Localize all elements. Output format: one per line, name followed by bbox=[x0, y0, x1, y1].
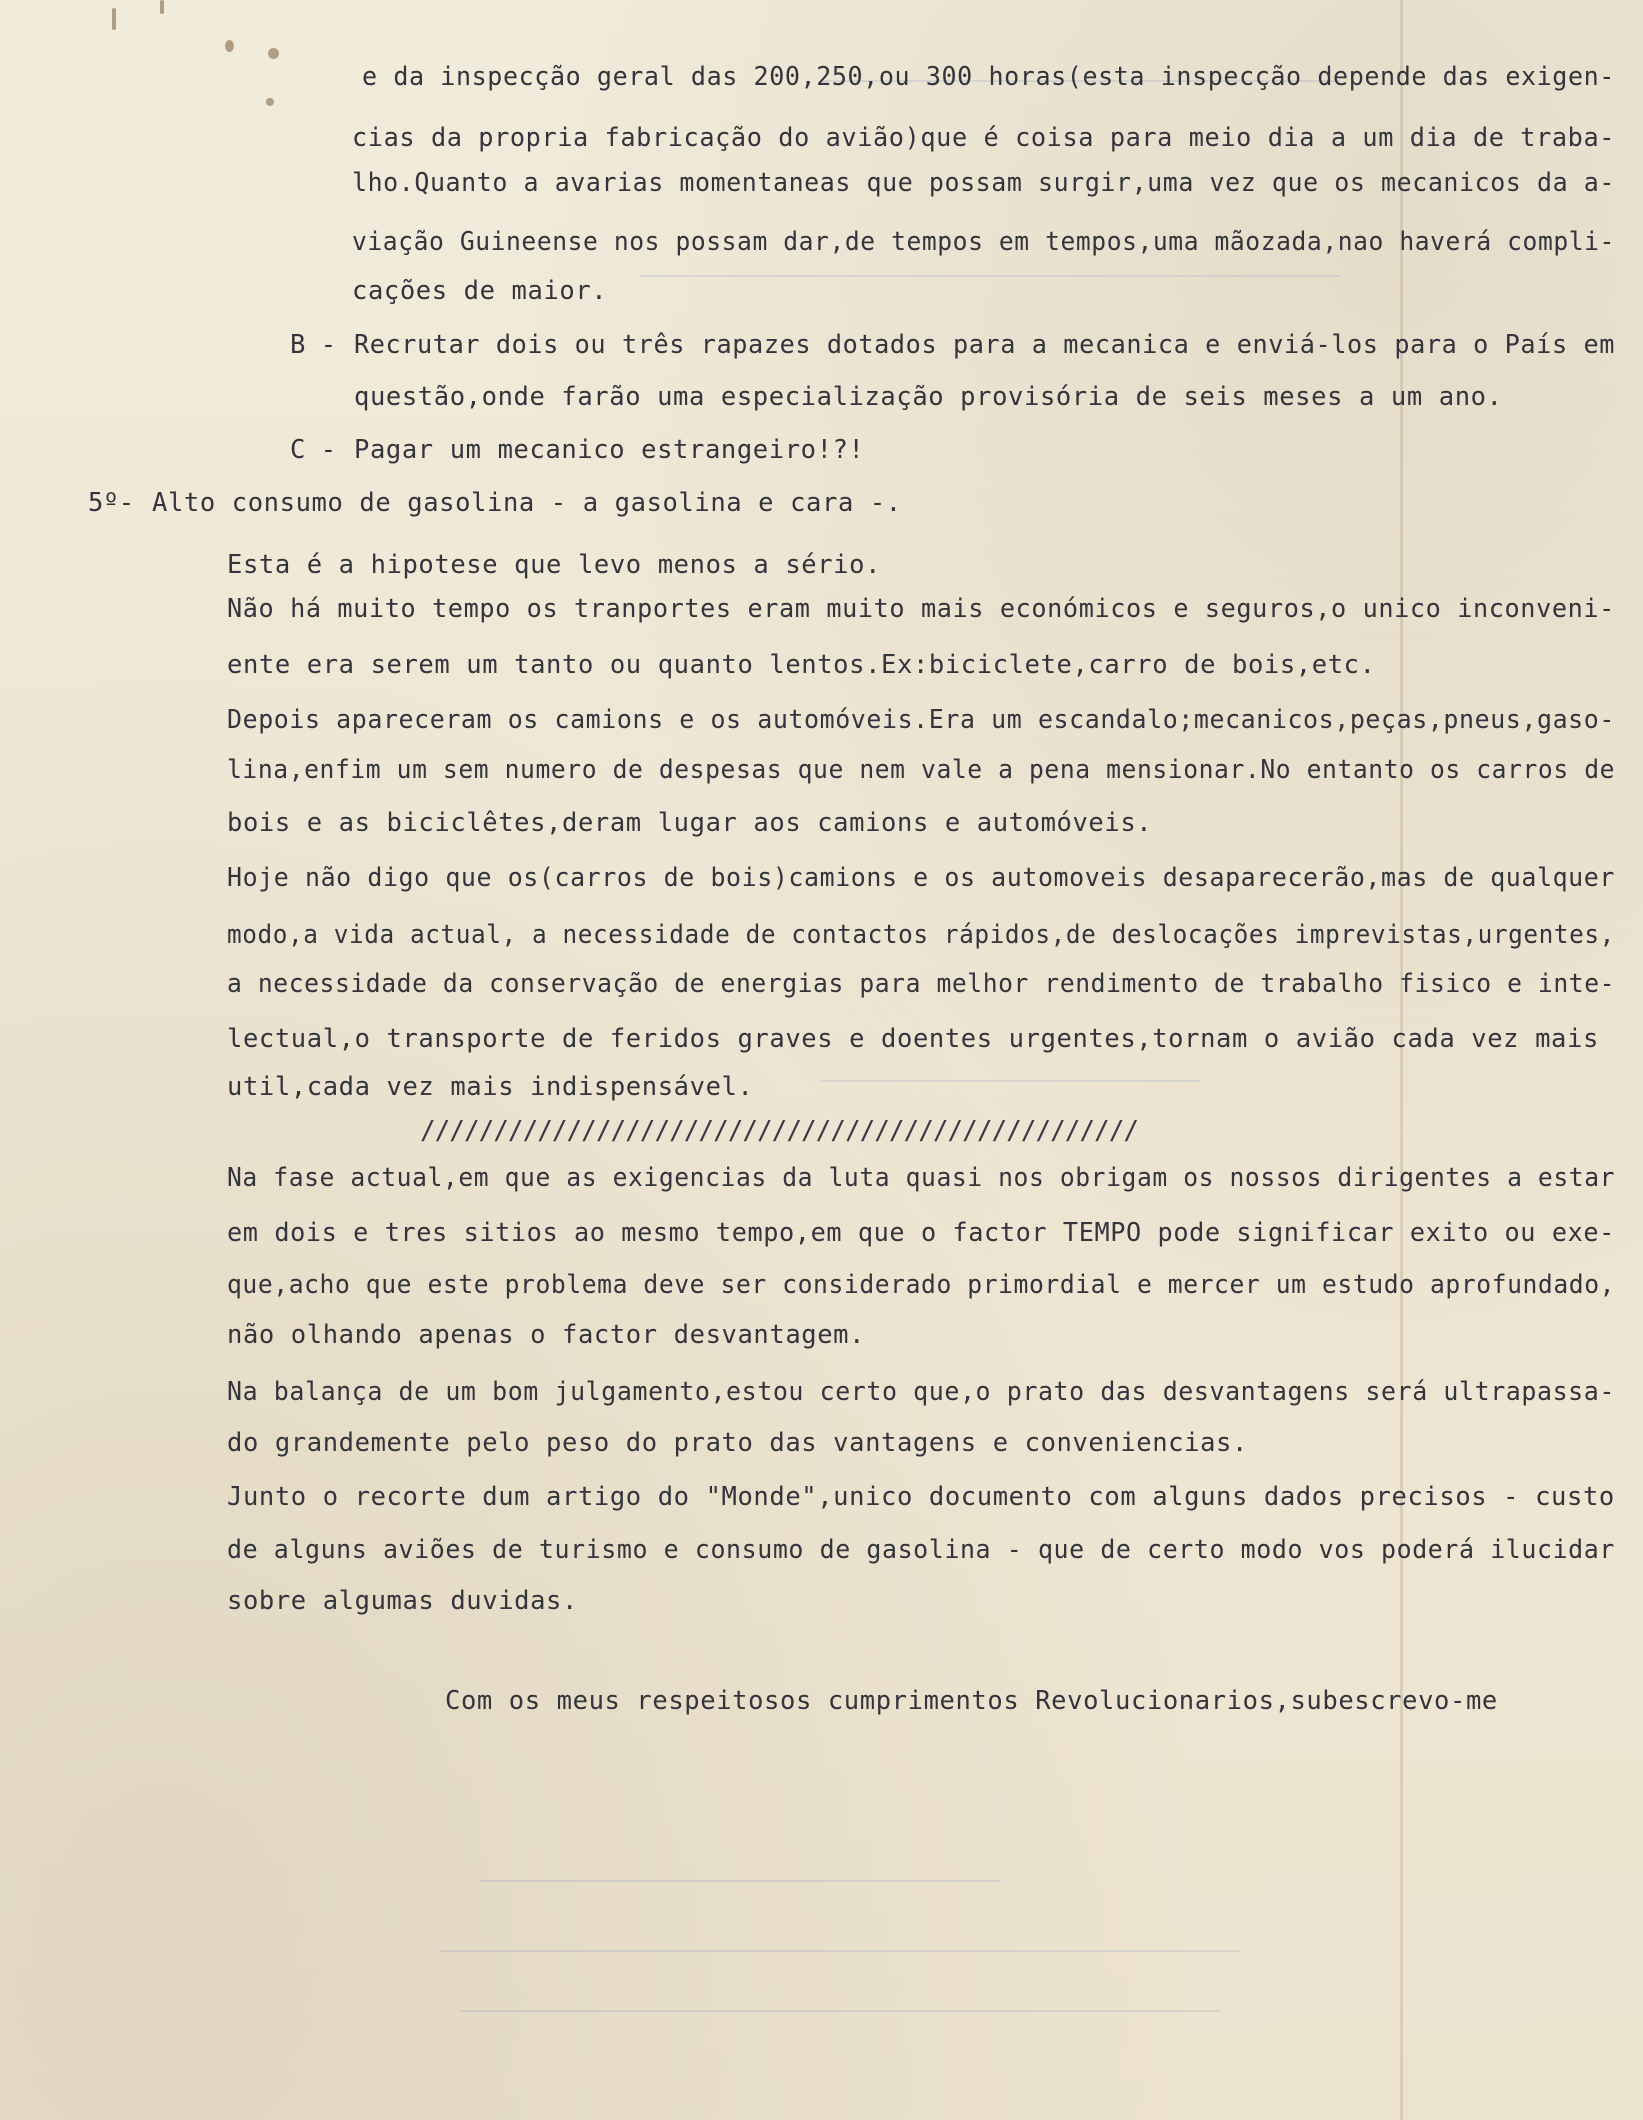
closing-line: Com os meus respeitosos cumprimentos Revolucionarios,subescrevo-me bbox=[445, 1686, 1498, 1716]
text-line: do grandemente pelo peso do prato das vantagens e conveniencias. bbox=[227, 1428, 1248, 1458]
text-line: viação Guineense nos possam dar,de tempos em tempos,uma mãozada,nao haverá compli- bbox=[352, 227, 1615, 257]
text-line: bois e as biciclêtes,deram lugar aos camions e automóveis. bbox=[227, 808, 1153, 838]
text-line: Não há muito tempo os tranportes eram muito mais económicos e seguros,o unico inconveni- bbox=[227, 594, 1615, 624]
paper-fold bbox=[1400, 0, 1403, 2120]
separator-line: ///////////////////////////////////////////////// bbox=[420, 1116, 1139, 1146]
item-b-label: B - bbox=[290, 330, 337, 360]
ink-spot bbox=[266, 98, 274, 106]
text-line: cações de maior. bbox=[352, 276, 608, 306]
text-line: em dois e tres sitios ao mesmo tempo,em que o factor TEMPO pode significar exito ou exe- bbox=[227, 1218, 1615, 1248]
text-line: de alguns aviões de turismo e consumo de gasolina - que de certo modo vos poderá ilucidar bbox=[227, 1535, 1615, 1565]
text-line: util,cada vez mais indispensável. bbox=[227, 1072, 754, 1102]
ink-spot bbox=[112, 8, 116, 30]
bleed-through bbox=[640, 275, 1340, 277]
text-line: Na fase actual,em que as exigencias da luta quasi nos obrigam os nossos dirigentes a estar bbox=[227, 1163, 1616, 1193]
text-line: Depois apareceram os camions e os automóveis.Era um escandalo;mecanicos,peças,pneus,gaso- bbox=[227, 705, 1615, 735]
text-line: Hoje não digo que os(carros de bois)camions e os automoveis desaparecerão,mas de qualquer bbox=[227, 863, 1615, 893]
text-line: não olhando apenas o factor desvantagem. bbox=[227, 1320, 866, 1350]
text-line: a necessidade da conservação de energias para melhor rendimento de trabalho fisico e inte- bbox=[227, 969, 1616, 999]
item-b-text: Recrutar dois ou três rapazes dotados para a mecanica e enviá-los para o País em bbox=[354, 330, 1616, 360]
text-line: Junto o recorte dum artigo do "Monde",unico documento com alguns dados precisos - custo bbox=[227, 1482, 1615, 1512]
item-c-text: Pagar um mecanico estrangeiro!?! bbox=[354, 435, 865, 465]
bleed-through bbox=[440, 1950, 1240, 1952]
text-line: modo,a vida actual, a necessidade de contactos rápidos,de deslocações imprevistas,urgentes, bbox=[227, 920, 1615, 950]
bleed-through bbox=[820, 1080, 1200, 1082]
point-5-label: 5º- bbox=[88, 488, 135, 518]
text-line: e da inspecção geral das 200,250,ou 300 horas(esta inspecção depende das exigen- bbox=[362, 62, 1615, 92]
text-line: lectual,o transporte de feridos graves e doentes urgentes,tornam o avião cada vez mais bbox=[227, 1024, 1599, 1054]
text-line: Esta é a hipotese que levo menos a sério. bbox=[227, 550, 882, 580]
text-line: que,acho que este problema deve ser considerado primordial e mercer um estudo aprofundado, bbox=[227, 1270, 1616, 1300]
point-5-title: Alto consumo de gasolina - a gasolina e cara -. bbox=[152, 488, 902, 518]
text-line: Na balança de um bom julgamento,estou certo que,o prato das desvantagens será ultrapassa- bbox=[227, 1377, 1615, 1407]
item-c-label: C - bbox=[290, 435, 337, 465]
ink-spot bbox=[268, 48, 279, 59]
ink-spot bbox=[225, 40, 234, 52]
text-line: lina,enfim um sem numero de despesas que nem vale a pena mensionar.No entanto os carros de bbox=[227, 755, 1616, 785]
ink-spot bbox=[160, 0, 164, 14]
text-line: lho.Quanto a avarias momentaneas que possam surgir,uma vez que os mecanicos da a- bbox=[352, 168, 1615, 198]
bleed-through bbox=[480, 1880, 1000, 1882]
text-line: sobre algumas duvidas. bbox=[227, 1586, 578, 1616]
text-line: cias da propria fabricação do avião)que é coisa para meio dia a um dia de traba- bbox=[352, 123, 1616, 153]
item-b-text: questão,onde farão uma especialização provisória de seis meses a um ano. bbox=[354, 382, 1503, 412]
text-line: ente era serem um tanto ou quanto lentos.Ex:biciclete,carro de bois,etc. bbox=[227, 650, 1376, 680]
bleed-through bbox=[460, 2010, 1220, 2012]
